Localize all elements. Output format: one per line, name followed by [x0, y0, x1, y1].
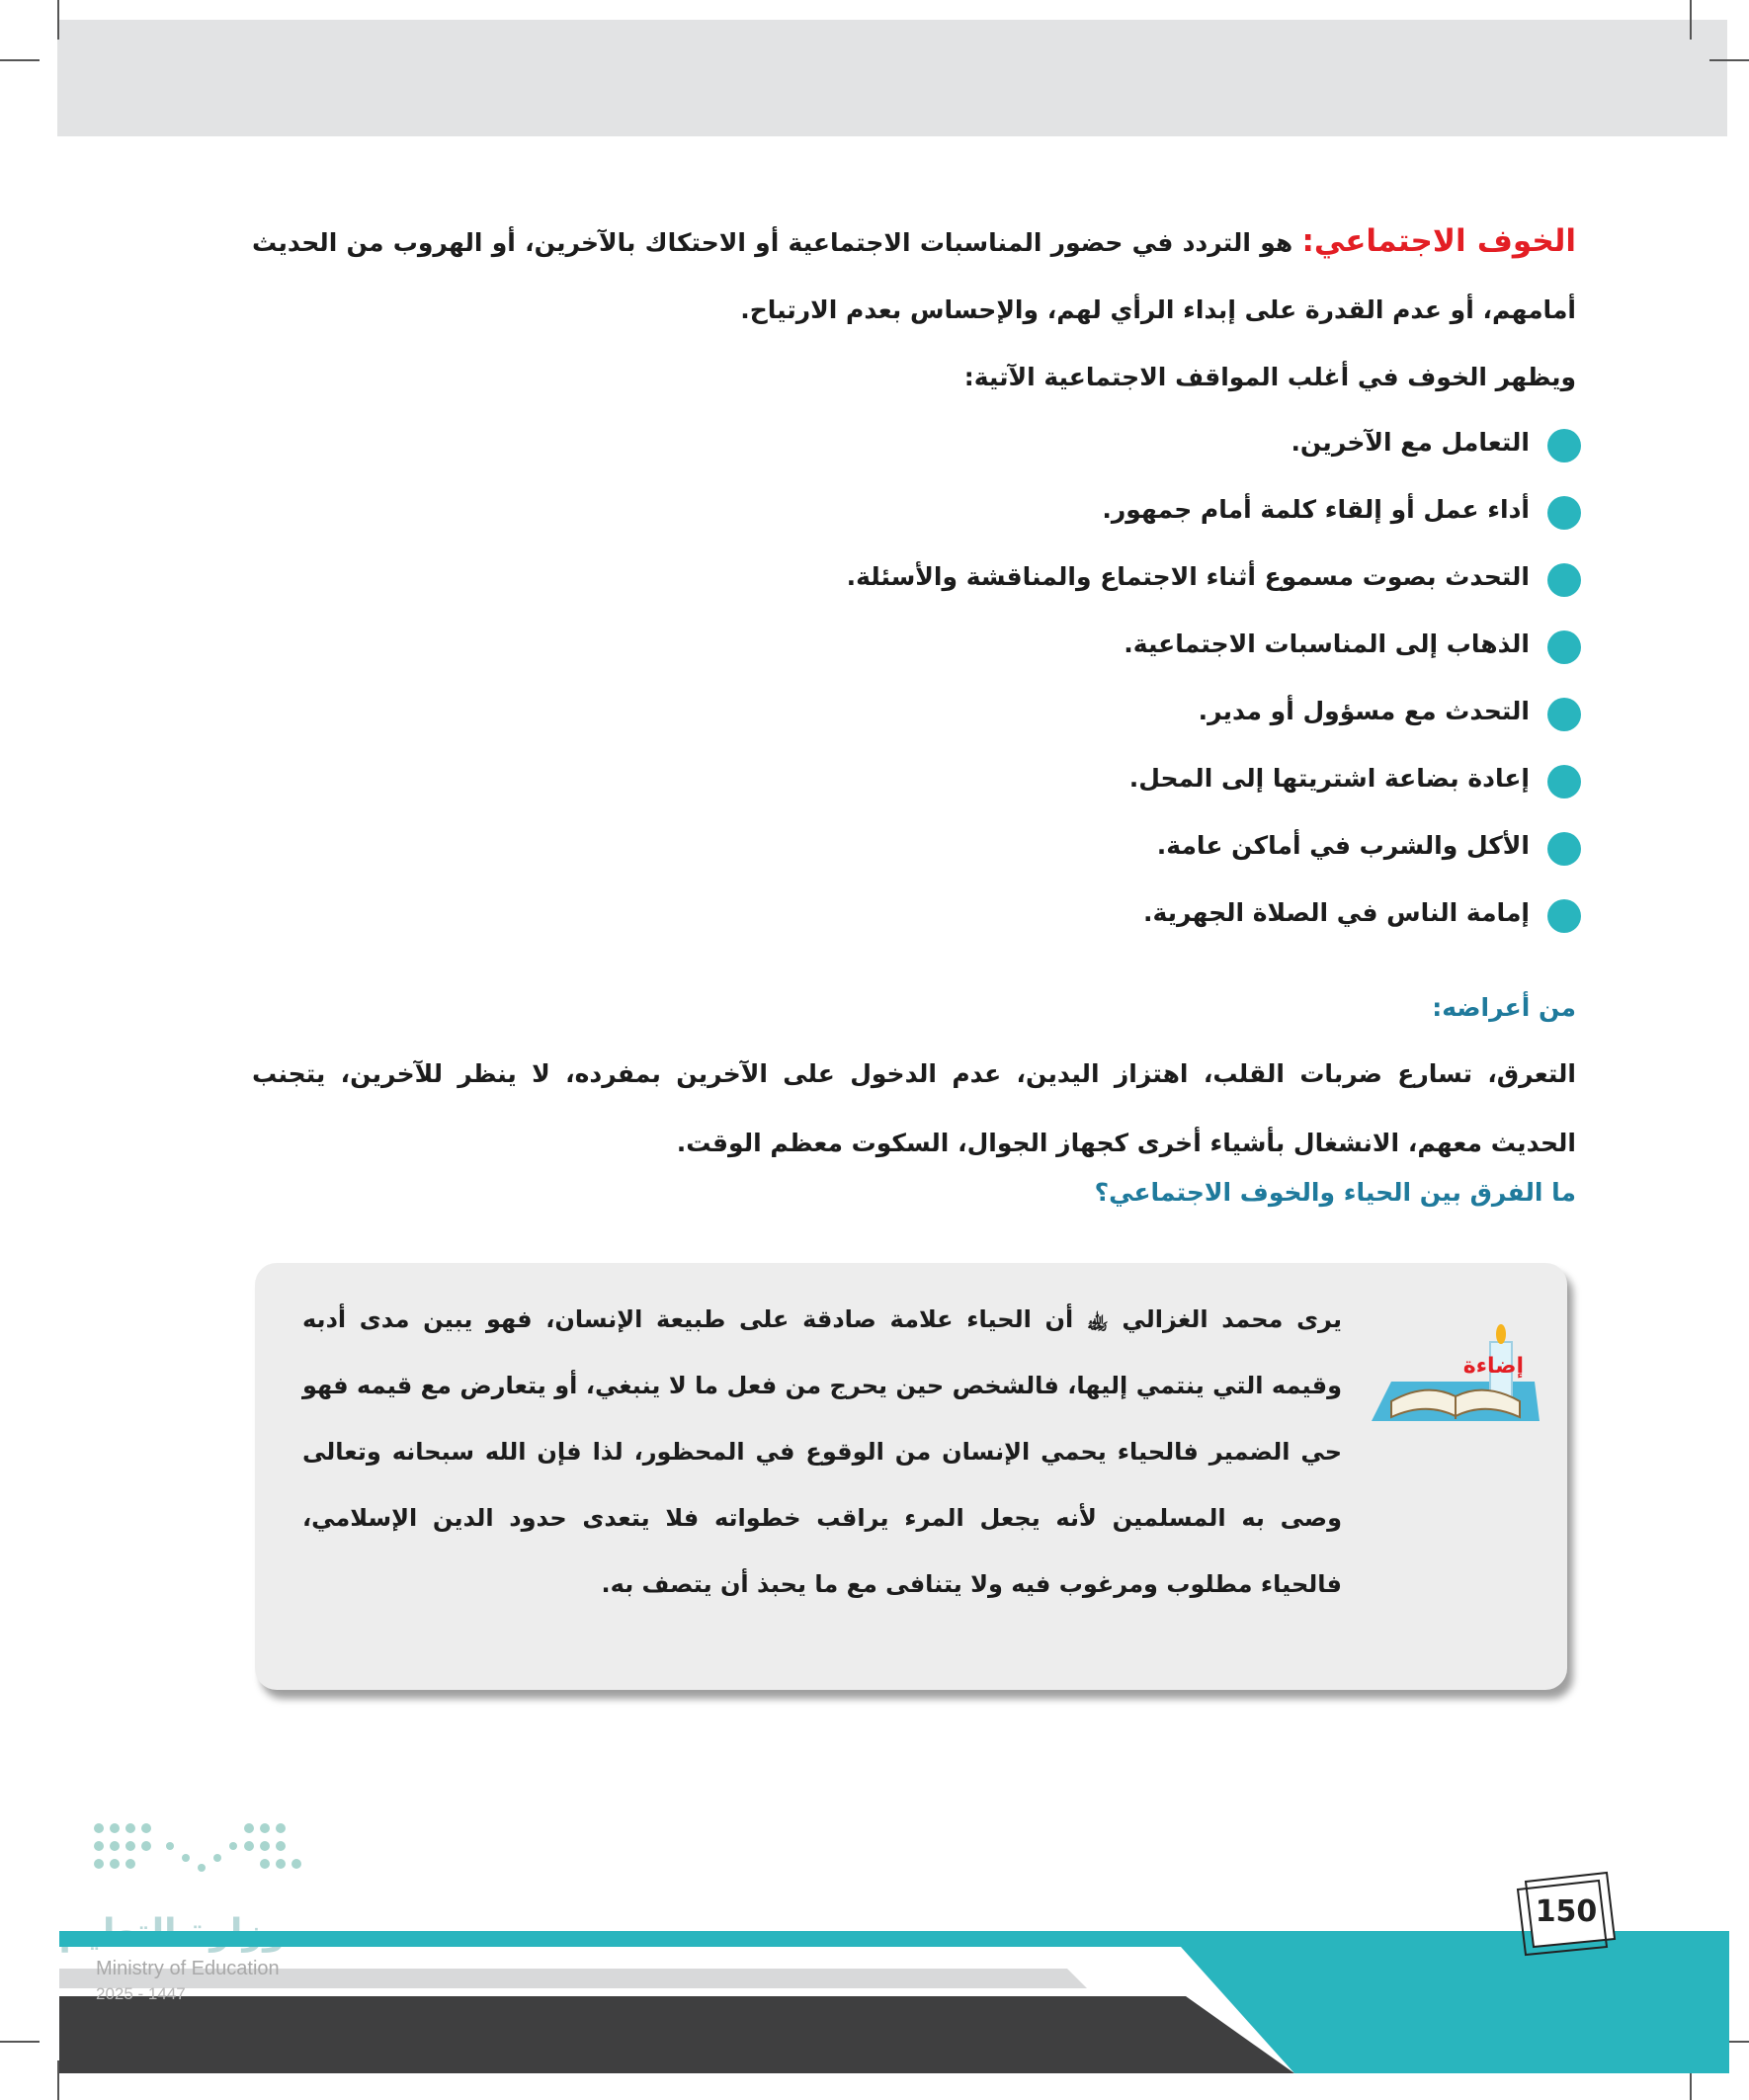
- insight-text: يرى محمد الغزالي ﵀ أن الحياء علامة صادقة على طبيعة الإنسان، فهو يبين مدى أدبه وقيمه التي ينتمي إليها، فالشخص حين يحرج من فعل ما لا ينبغي، أو يتعارض مع قيمه فهو حي الضمير فالحياء يحمي الإنسان من الوقوع في المحظور، لذا فإن الله سبحانه وتعالى وصى به المسلمين لأنه يجعل المرء يراقب خطواته فلا يتعدى حدود الدين الإسلامي، فالحياء مطلوب ومرغوب فيه ولا يتنافى مع ما يحبذ أن يتصف به.: [302, 1305, 1342, 1598]
- candle-book-icon: [1372, 1322, 1540, 1441]
- bullet-icon: [1547, 765, 1581, 798]
- list-item-text: إعادة بضاعة اشتريتها إلى المحل.: [1128, 764, 1530, 793]
- symptoms-heading: من أعراضه:: [1432, 993, 1576, 1022]
- list-item: [296, 419, 1581, 486]
- list-item-text: الأكل والشرب في أماكن عامة.: [1156, 831, 1530, 860]
- list-item-text: التعامل مع الآخرين.: [1291, 428, 1530, 457]
- list-item-text: الذهاب إلى المناسبات الاجتماعية.: [1124, 630, 1530, 658]
- symptoms-text: التعرق، تسارع ضربات القلب، اهتزاز اليدين، عدم الدخول على الآخرين بمفرده، لا ينظر للآخرين، يتجنب الحديث معهم، الانشغال بأشياء أخرى كجهاز الجوال، السكوت معظم الوقت.: [252, 1059, 1576, 1157]
- list-item-text: التحدث بصوت مسموع أثناء الاجتماع والمناقشة والأسئلة.: [846, 562, 1530, 591]
- ministry-name-english: Ministry of Education: [96, 1958, 280, 1979]
- bullet-icon: [1547, 429, 1581, 462]
- insight-label: إضاءة: [1462, 1354, 1524, 1379]
- header-band: [57, 20, 1727, 136]
- list-item-text: إمامة الناس في الصلاة الجهرية.: [1142, 898, 1530, 927]
- definition-text: هو التردد في حضور المناسبات الاجتماعية أو الاحتكاك بالآخرين، أو الهروب من الحديث أمامهم، أو عدم القدرة على إبداء الرأي لهم، والإحساس بعدم الارتياح.: [252, 228, 1576, 324]
- footer-cyan-stripe: [59, 1931, 1729, 1947]
- page-number: 150: [1535, 1894, 1598, 1929]
- crop-mark: [1690, 0, 1692, 40]
- list-item: [296, 621, 1581, 688]
- insight-box: [255, 1263, 1567, 1690]
- list-item-text: التحدث مع مسؤول أو مدير.: [1198, 697, 1530, 725]
- situations-intro: ويظهر الخوف في أغلب المواقف الاجتماعية الآتية:: [963, 363, 1576, 391]
- bullet-icon: [1547, 563, 1581, 597]
- definition-term: الخوف الاجتماعي:: [1301, 223, 1576, 259]
- bullet-icon: [1547, 899, 1581, 933]
- crop-mark: [0, 59, 40, 61]
- ministry-logo-dots: [89, 1818, 326, 1907]
- bullet-icon: [1547, 496, 1581, 530]
- crop-mark: [57, 0, 59, 40]
- bullet-icon: [1547, 832, 1581, 866]
- edition-year: 2025 - 1447: [96, 1984, 186, 2003]
- list-item: [296, 822, 1581, 889]
- list-item-text: أداء عمل أو إلقاء كلمة أمام جمهور.: [1102, 495, 1530, 524]
- bullet-icon: [1547, 630, 1581, 664]
- bullet-icon: [1547, 698, 1581, 731]
- crop-mark: [1709, 59, 1749, 61]
- list-item: [296, 755, 1581, 822]
- list-item: [296, 688, 1581, 755]
- situations-list: [296, 419, 1581, 957]
- question-heading: ما الفرق بين الحياء والخوف الاجتماعي؟: [1094, 1178, 1576, 1207]
- list-item: [296, 889, 1581, 957]
- list-item: [296, 486, 1581, 553]
- definition-paragraph: [252, 208, 1576, 344]
- list-item: [296, 553, 1581, 621]
